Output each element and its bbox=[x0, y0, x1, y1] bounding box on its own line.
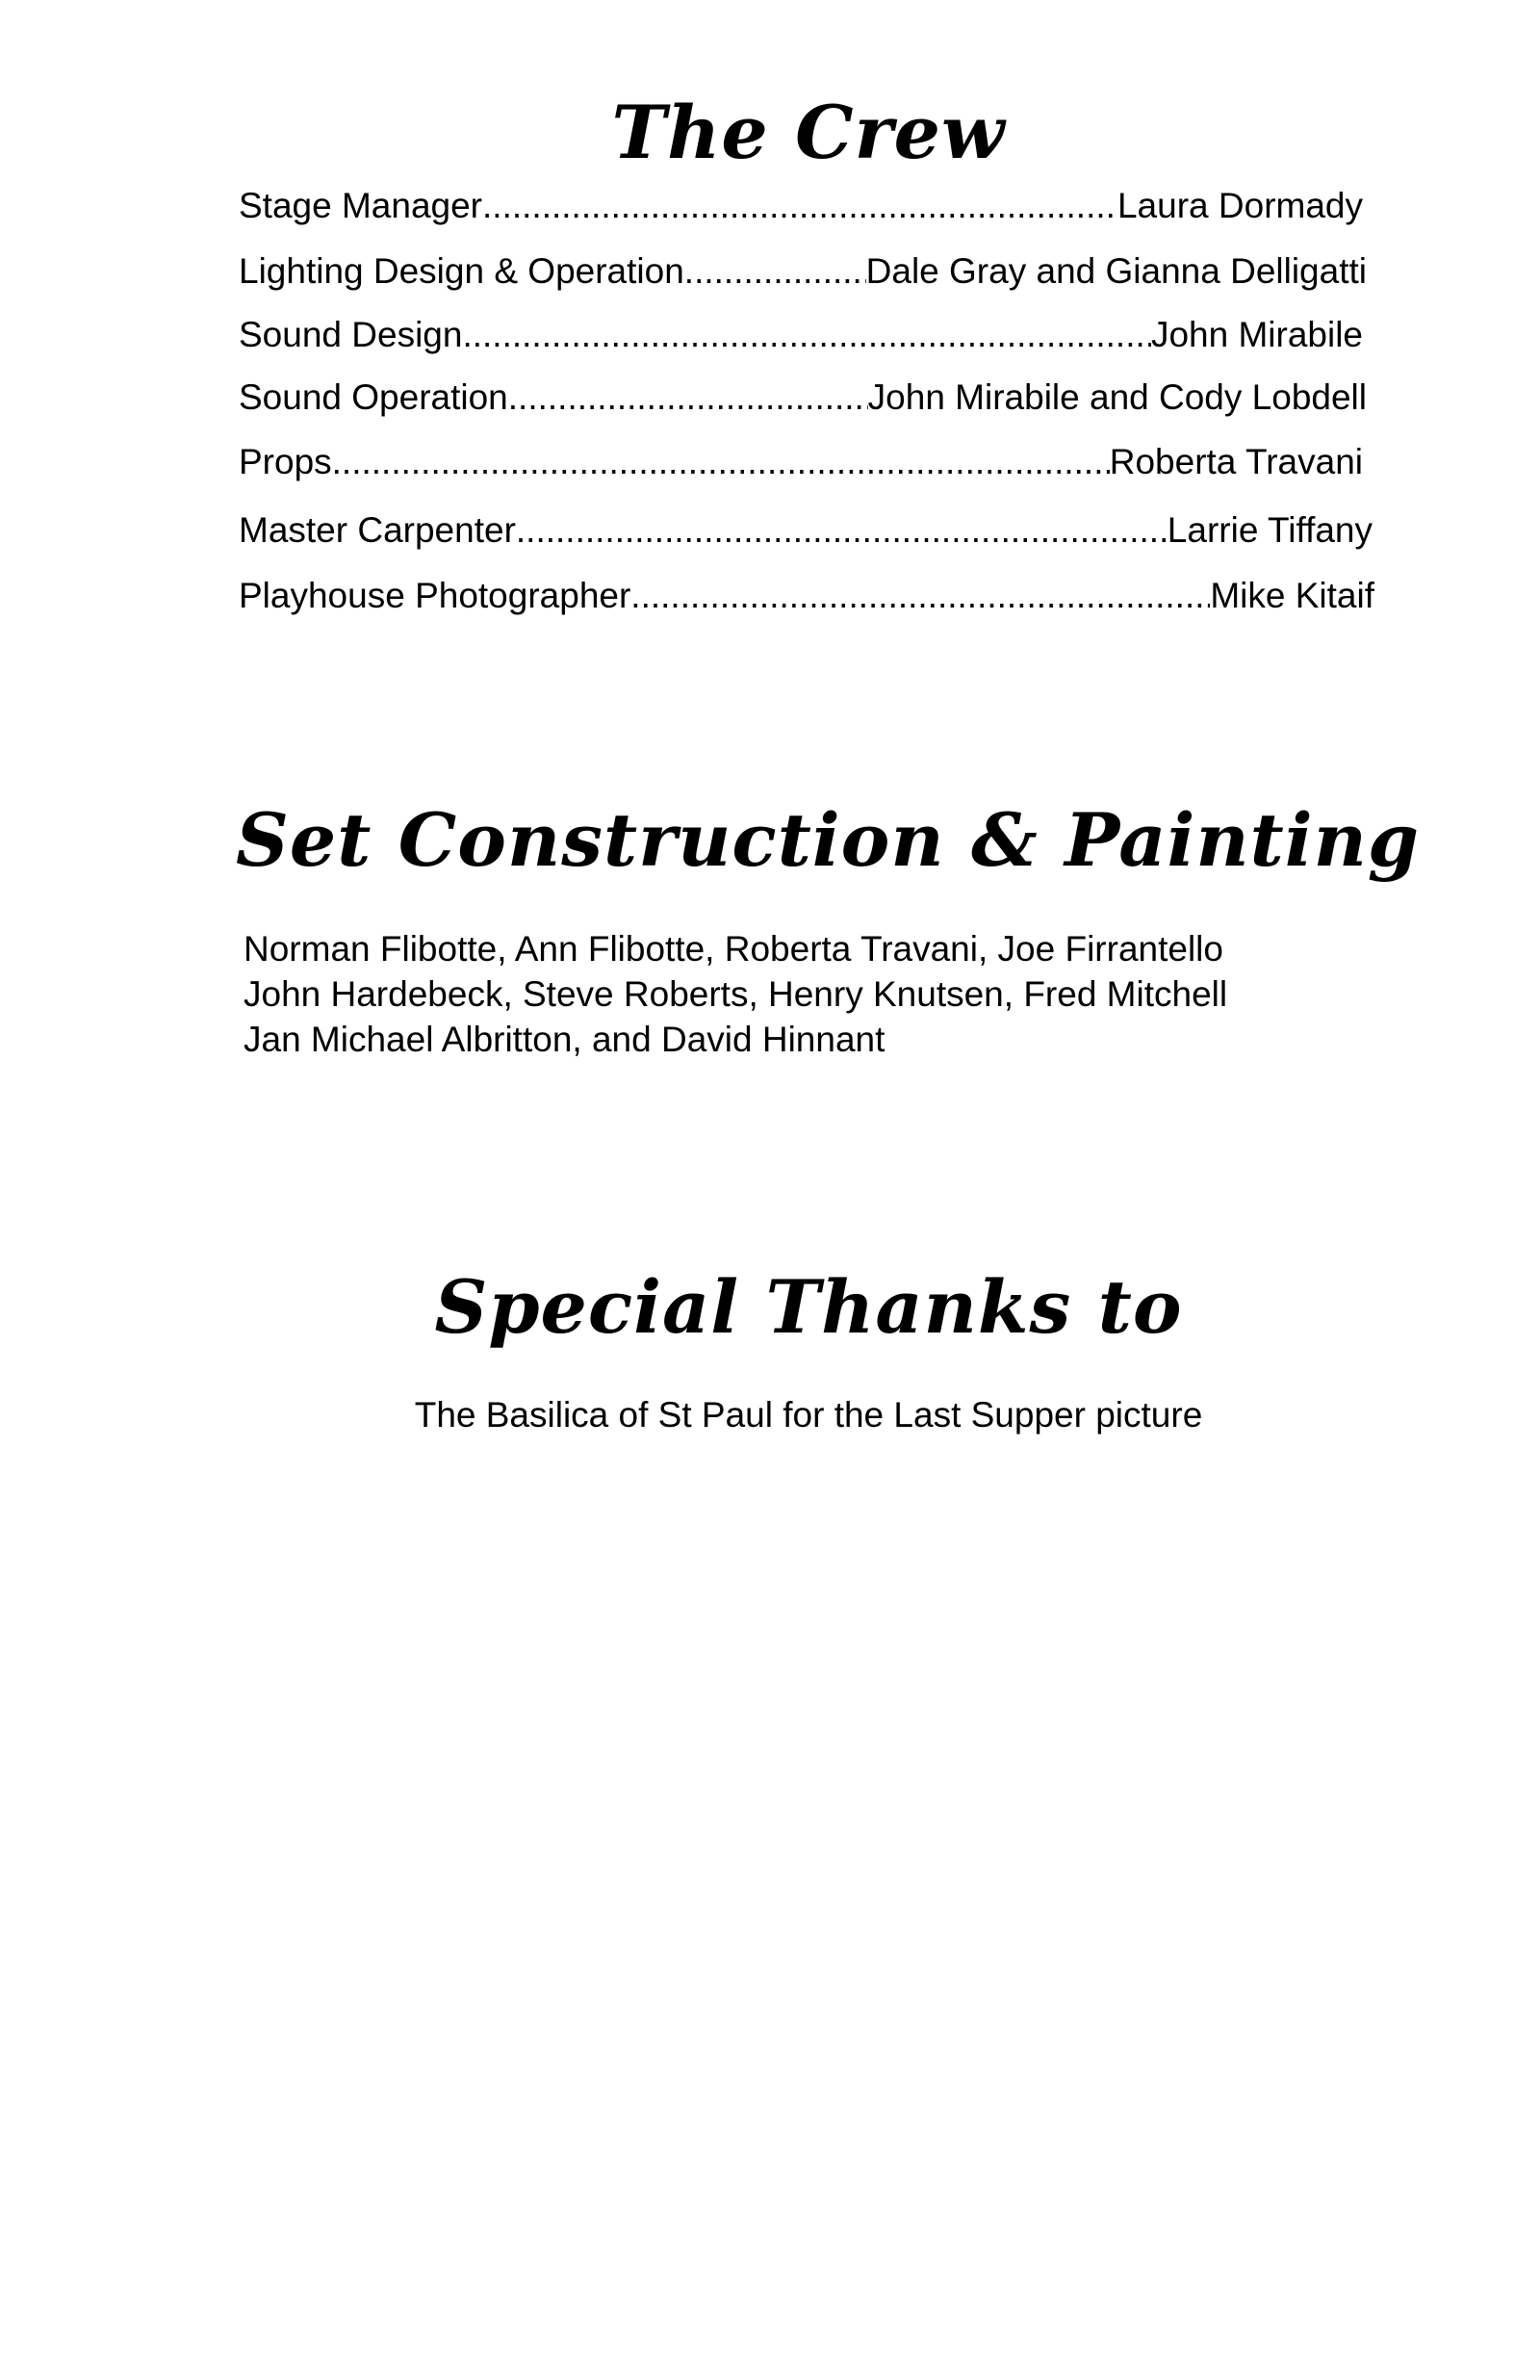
leader-dots bbox=[516, 509, 1168, 552]
leader-dots bbox=[684, 250, 866, 293]
crew-name: Larrie Tiffany bbox=[1167, 510, 1373, 550]
set-construction-heading: Set Construction & Painting bbox=[235, 797, 1420, 883]
crew-role: Stage Manager bbox=[239, 186, 483, 225]
crew-role: Lighting Design & Operation bbox=[239, 251, 684, 291]
crew-row-props bbox=[239, 441, 1363, 483]
special-thanks-heading: Special Thanks to bbox=[434, 1264, 1183, 1350]
crew-row-photographer bbox=[239, 575, 1374, 617]
crew-row-sound-design bbox=[239, 314, 1363, 356]
crew-name: Mike Kitaif bbox=[1210, 576, 1374, 615]
leader-dots bbox=[508, 376, 868, 419]
leader-dots bbox=[332, 441, 1110, 483]
names-line: Jan Michael Albritton, and David Hinnant bbox=[244, 1020, 886, 1059]
crew-name: Roberta Travani bbox=[1109, 442, 1363, 481]
leader-dots bbox=[462, 314, 1150, 356]
leader-dots bbox=[630, 575, 1210, 617]
set-construction-names bbox=[244, 926, 1399, 1062]
crew-row-lighting bbox=[239, 250, 1367, 293]
crew-heading: The Crew bbox=[611, 90, 1006, 175]
crew-row-sound-operation bbox=[239, 376, 1367, 419]
crew-role: Master Carpenter bbox=[239, 510, 516, 550]
crew-name: John Mirabile and Cody Lobdell bbox=[867, 377, 1367, 417]
crew-name: John Mirabile bbox=[1150, 315, 1363, 354]
crew-name: Laura Dormady bbox=[1116, 186, 1363, 225]
crew-row-master-carpenter bbox=[239, 509, 1373, 552]
special-thanks-text: The Basilica of St Paul for the Last Supper picture bbox=[414, 1395, 1203, 1435]
crew-row-stage-manager bbox=[239, 185, 1363, 227]
crew-name: Dale Gray and Gianna Delligatti bbox=[865, 251, 1367, 291]
crew-role: Props bbox=[239, 442, 332, 481]
names-line: John Hardebeck, Steve Roberts, Henry Knutsen, Fred Mitchell bbox=[244, 974, 1228, 1014]
names-line: Norman Flibotte, Ann Flibotte, Roberta Travani, Joe Firrantello bbox=[244, 929, 1223, 969]
crew-role: Sound Design bbox=[239, 315, 463, 354]
crew-role: Sound Operation bbox=[239, 377, 508, 417]
crew-role: Playhouse Photographer bbox=[239, 576, 631, 615]
leader-dots bbox=[482, 185, 1117, 227]
